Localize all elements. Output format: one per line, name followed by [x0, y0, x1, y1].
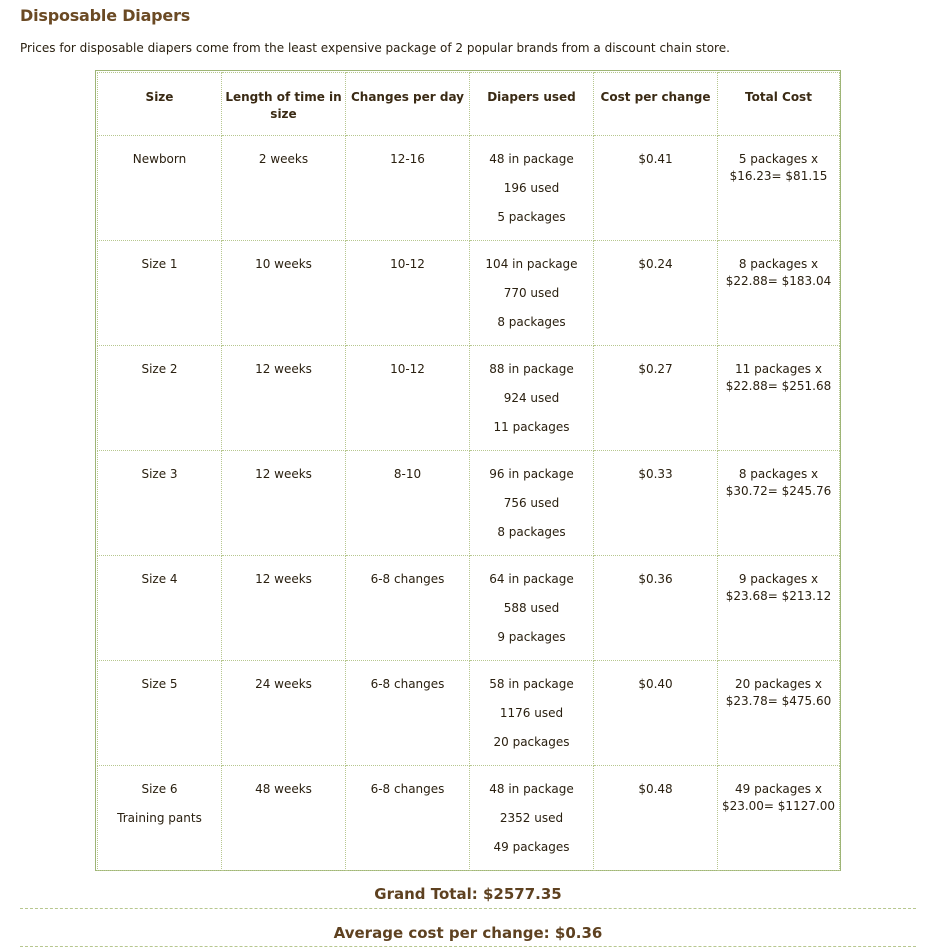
cell-changes-per-day: 8-10 [346, 451, 470, 556]
header-length: Length of time in size [222, 73, 346, 136]
in-package: 104 in package [485, 257, 578, 271]
diaper-cost-table [97, 72, 840, 871]
package-count: 20 packages [493, 735, 570, 749]
header-diapers-used: Diapers used [470, 73, 594, 136]
diaper-cost-table-frame [95, 70, 841, 871]
intro-text: Prices for disposable diapers come from the least expensive package of 2 popular brands from a discount chain store. [20, 41, 730, 55]
cell-total-cost [718, 766, 840, 871]
header-total-cost: Total Cost [718, 73, 840, 136]
cell-total-cost [718, 661, 840, 766]
size-label: Newborn [132, 152, 187, 166]
cell-changes-per-day: 10-12 [346, 241, 470, 346]
cell-diapers-used [470, 556, 594, 661]
cell-size [98, 556, 222, 661]
package-count: 5 packages [497, 210, 566, 224]
used-count: 588 used [503, 601, 560, 615]
size-label: Size 3 [141, 467, 178, 481]
in-package: 88 in package [489, 362, 574, 376]
in-package: 58 in package [489, 677, 574, 691]
package-count: 11 packages [493, 420, 570, 434]
cell-length: 10 weeks [222, 241, 346, 346]
cell-length: 12 weeks [222, 346, 346, 451]
table-row [98, 346, 840, 451]
cell-total-cost [718, 556, 840, 661]
header-cost-per-change: Cost per change [594, 73, 718, 136]
cell-total-cost [718, 346, 840, 451]
page-title: Disposable Diapers [20, 6, 191, 25]
cell-cost-per-change: $0.41 [594, 136, 718, 241]
total-line-2: $22.88= $251.68 [725, 379, 832, 393]
cell-diapers-used [470, 136, 594, 241]
used-count: 2352 used [499, 811, 564, 825]
total-line-2: $30.72= $245.76 [725, 484, 832, 498]
grand-total: Grand Total: $2577.35 [374, 885, 562, 903]
cell-cost-per-change: $0.48 [594, 766, 718, 871]
total-line-1: 5 packages x [738, 152, 819, 166]
total-line-1: 11 packages x [735, 362, 822, 376]
total-line-2: $16.23= $81.15 [729, 169, 828, 183]
table-row [98, 661, 840, 766]
size-label: Size 6 [141, 782, 178, 796]
cell-changes-per-day: 6-8 changes [346, 661, 470, 766]
cell-length: 24 weeks [222, 661, 346, 766]
in-package: 64 in package [489, 572, 574, 586]
package-count: 9 packages [497, 630, 566, 644]
in-package: 96 in package [489, 467, 574, 481]
cell-length: 48 weeks [222, 766, 346, 871]
size-label: Size 1 [141, 257, 178, 271]
table-header-row [98, 73, 840, 136]
total-line-2: $23.78= $475.60 [725, 694, 832, 708]
cell-size [98, 661, 222, 766]
used-count: 924 used [503, 391, 560, 405]
cell-cost-per-change: $0.33 [594, 451, 718, 556]
table-row [98, 766, 840, 871]
cell-total-cost [718, 451, 840, 556]
divider [20, 908, 916, 909]
cell-changes-per-day: 6-8 changes [346, 766, 470, 871]
size-label: Size 2 [141, 362, 178, 376]
package-count: 8 packages [497, 525, 566, 539]
cell-cost-per-change: $0.40 [594, 661, 718, 766]
size-label: Size 5 [141, 677, 178, 691]
cell-changes-per-day: 12-16 [346, 136, 470, 241]
cell-diapers-used [470, 766, 594, 871]
cell-cost-per-change: $0.27 [594, 346, 718, 451]
total-line-1: 20 packages x [735, 677, 822, 691]
table-body [98, 136, 840, 871]
header-changes: Changes per day [346, 73, 470, 136]
in-package: 48 in package [489, 152, 574, 166]
cell-total-cost [718, 241, 840, 346]
cell-changes-per-day: 10-12 [346, 346, 470, 451]
cell-diapers-used [470, 346, 594, 451]
total-line-2: $22.88= $183.04 [725, 274, 832, 288]
cell-diapers-used [470, 451, 594, 556]
total-line-2: $23.00= $1127.00 [721, 799, 836, 813]
average-cost: Average cost per change: $0.36 [333, 924, 603, 942]
cell-diapers-used [470, 241, 594, 346]
table-row [98, 136, 840, 241]
cell-size [98, 346, 222, 451]
total-line-1: 8 packages x [738, 257, 819, 271]
cell-size [98, 451, 222, 556]
used-count: 756 used [503, 496, 560, 510]
size-note: Training pants [117, 811, 202, 825]
cell-size [98, 136, 222, 241]
total-line-1: 49 packages x [735, 782, 822, 796]
cell-size [98, 766, 222, 871]
table-row [98, 451, 840, 556]
size-label: Size 4 [141, 572, 178, 586]
header-size: Size [98, 73, 222, 136]
cell-changes-per-day: 6-8 changes [346, 556, 470, 661]
table-row [98, 241, 840, 346]
total-line-1: 9 packages x [738, 572, 819, 586]
total-line-1: 8 packages x [738, 467, 819, 481]
cell-length: 2 weeks [222, 136, 346, 241]
used-count: 196 used [503, 181, 560, 195]
package-count: 49 packages [493, 840, 570, 854]
total-line-2: $23.68= $213.12 [725, 589, 832, 603]
cell-diapers-used [470, 661, 594, 766]
used-count: 1176 used [499, 706, 564, 720]
cell-length: 12 weeks [222, 556, 346, 661]
package-count: 8 packages [497, 315, 566, 329]
cell-cost-per-change: $0.36 [594, 556, 718, 661]
cell-length: 12 weeks [222, 451, 346, 556]
in-package: 48 in package [489, 782, 574, 796]
used-count: 770 used [503, 286, 560, 300]
cell-size [98, 241, 222, 346]
table-row [98, 556, 840, 661]
cell-cost-per-change: $0.24 [594, 241, 718, 346]
cell-total-cost [718, 136, 840, 241]
divider [20, 946, 916, 947]
